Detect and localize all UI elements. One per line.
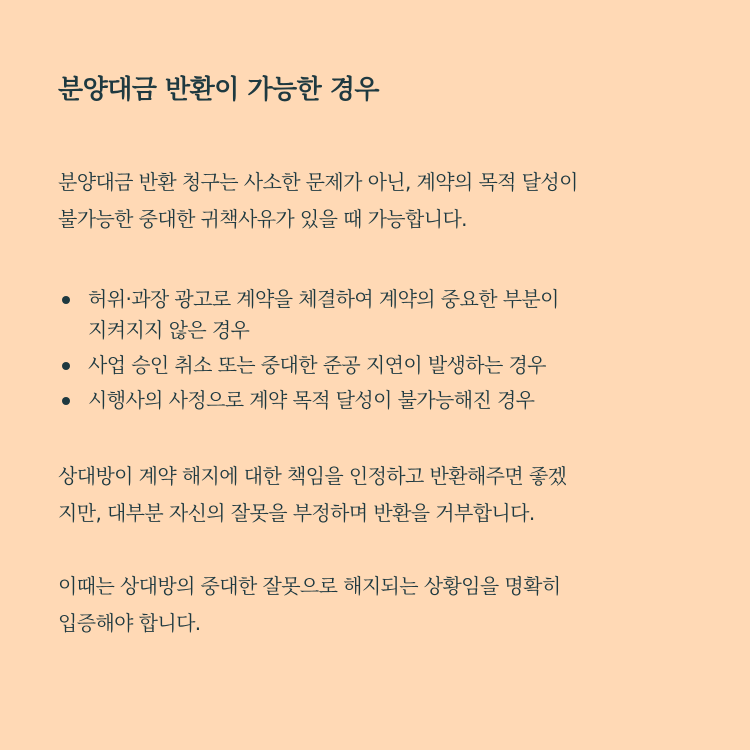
bullet-3-line-1: 시행사의 사정으로 계약 목적 달성이 불가능해진 경우 — [88, 388, 535, 412]
proof-line-1: 이때는 상대방의 중대한 잘못으로 해지되는 상황임을 명확히 — [58, 574, 561, 598]
bullet-1-line-1: 허위·과장 광고로 계약을 체결하여 계약의 중요한 부분이 — [88, 287, 559, 311]
page-title: 분양대금 반환이 가능한 경우 — [58, 75, 380, 105]
intro-line-2: 불가능한 중대한 귀책사유가 있을 때 가능합니다. — [58, 207, 467, 231]
bullet-2-line-1: 사업 승인 취소 또는 중대한 준공 지연이 발생하는 경우 — [88, 353, 546, 377]
list-item-approval-cancel — [58, 350, 692, 381]
counterparty-line-1: 상대방이 계약 해지에 대한 책임을 인정하고 반환해주면 좋겠 — [58, 464, 567, 488]
bullet-dot-icon — [62, 362, 70, 370]
counterparty-paragraph — [58, 458, 692, 532]
intro-line-1: 분양대금 반환 청구는 사소한 문제가 아닌, 계약의 목적 달성이 — [58, 170, 578, 194]
proof-line-2: 입증해야 합니다. — [58, 611, 201, 635]
intro-paragraph — [58, 164, 692, 238]
list-item-false-advertising — [58, 284, 692, 346]
proof-paragraph — [58, 568, 692, 642]
counterparty-line-2: 지만, 대부분 자신의 잘못을 부정하며 반환을 거부합니다. — [58, 501, 535, 525]
cases-list — [58, 284, 692, 416]
list-item-developer-fault — [58, 385, 692, 416]
bullet-1-line-2: 지켜지지 않은 경우 — [88, 318, 250, 342]
bullet-dot-icon — [62, 296, 70, 304]
bullet-dot-icon — [62, 397, 70, 405]
